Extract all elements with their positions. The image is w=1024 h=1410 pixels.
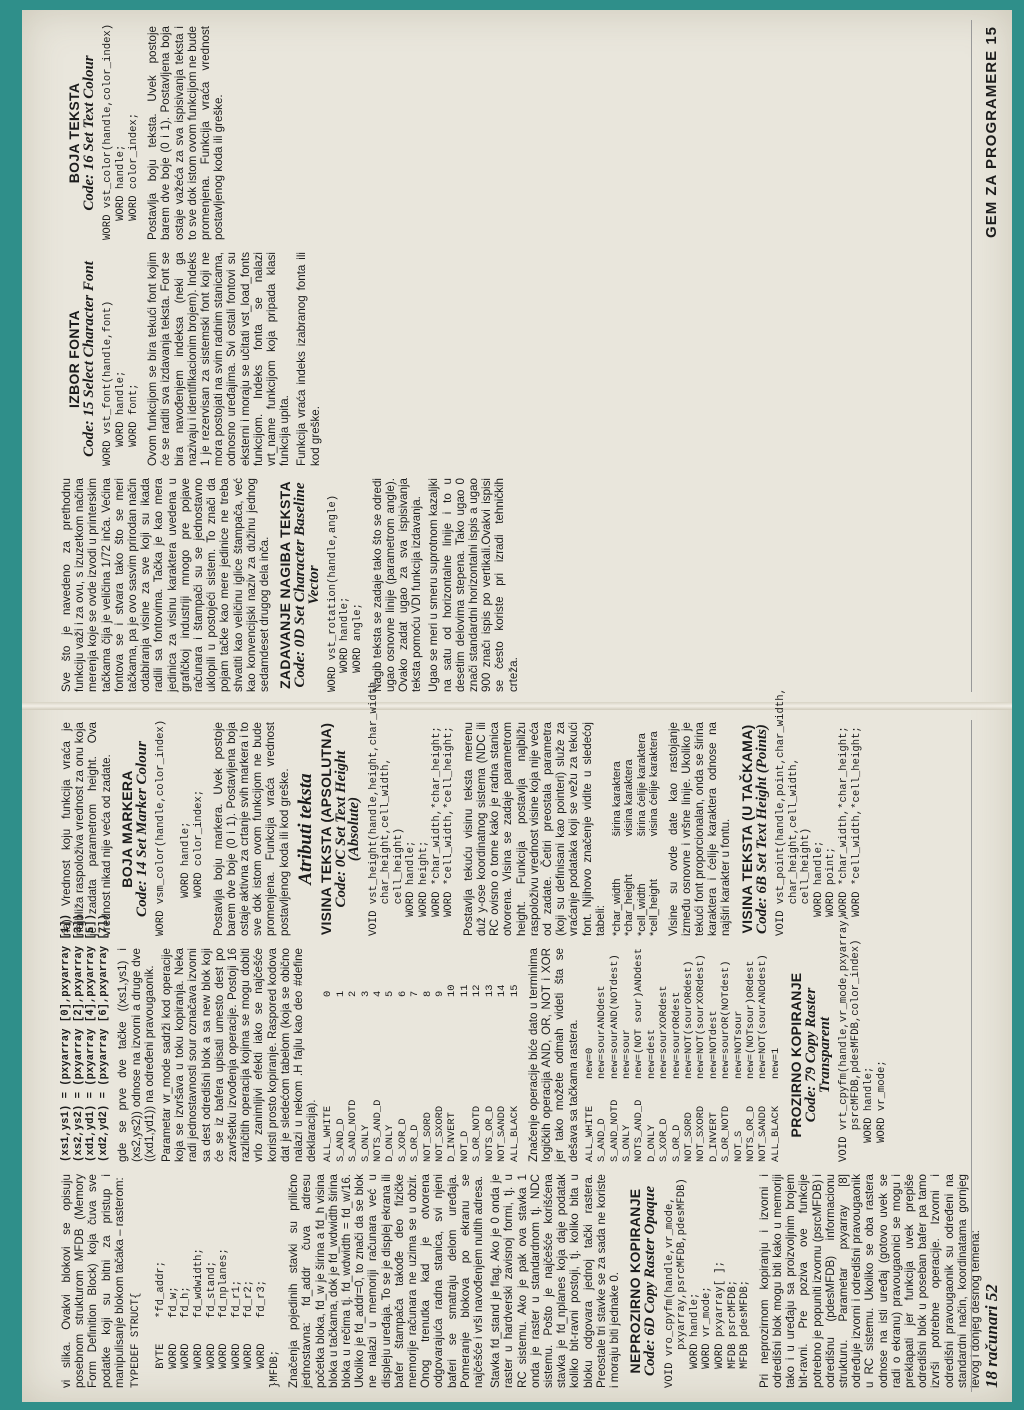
op-cell: S_AND_NOTD — [608, 1099, 621, 1162]
op-cell: NOT_SANDD — [757, 1105, 770, 1162]
op-cell: new=NOT(sourORdest) — [682, 960, 695, 1079]
op-cell: S_OR_NOTD — [720, 1105, 733, 1162]
section-heading: IZBOR FONTA — [66, 310, 82, 408]
char-cell: visina karaktera — [623, 759, 636, 837]
left-page — [22, 675, 1012, 1402]
paragraph: Postavlja boju markera. Uvek postoje barem dve boje (0 i 1). Postavljena boja ostaje aktivna za crtanje svih markera i to sve dok istom ovom funkcijom ne bude promenjena. Funkcija vraća vrednost postavljenog koda ili kod greške. — [211, 722, 291, 936]
op-cell: NOT_SORD — [682, 1112, 695, 1162]
mode-cell: ALL_WHITE — [322, 1105, 335, 1162]
char-cell: *cell_height — [648, 879, 661, 936]
code-block: WORD vst_color(handle,color_index) WORD handle; WORD color_index; — [102, 23, 140, 240]
mode-cell: 0 — [322, 990, 335, 997]
mode-code-table — [322, 948, 521, 1162]
mode-cell: NOTS_OR_D — [483, 1105, 496, 1162]
op-cell: new=1 — [769, 1047, 782, 1079]
mode-cell: S_XOR_D — [396, 1118, 409, 1162]
section-code: Code: 15 Select Character Font — [81, 261, 98, 457]
page-footer-right: GEM ZA PROGRAMERE 15 — [982, 26, 1000, 238]
section-code: Code: 0C Set Text Height (Absolute) — [333, 750, 363, 908]
right-col-2 — [60, 252, 956, 466]
code-block: VOID vrt_cpyfm(handle,vr_mode,pxyarray, psrcMFDB,pdesMFDB,color_index) WORD handle; WORD vr_mode; — [837, 914, 888, 1162]
mode-cell: D_INVERT — [446, 1112, 459, 1162]
code-block: WORD vsm_color(handle,color_index) WORD handle; WORD color_index; — [155, 719, 205, 936]
page-footer-left: 18 računari 52 — [981, 1284, 1001, 1388]
paragraph: Značenja pojedinih stavki su prilično jednostavna: fd_addr čuva adresu početka bloka, fd_w je širina a fd_h visina bloka u tačkama, dok je fd_wdwidth širina bloka u rečima tj. fd_wdwidth = fd_w/16. Ukoliko je fd_addr=0, to znači da se blok ne nalazi u memoriji računara već u displeju uređaja. To se je displej ekrana ili bafer štampača takođe deo fizičke memorije računara ne uzima se u obzir. Onog trenutka kad je otvorena odgovarajuća radna stanica, svi njeni baferi se smatraju delom uređaja. Pomeranje blokova po ekranu se najčešće i vrši navođenjem nultih adresa. — [287, 1174, 485, 1388]
op-cell: ALL_WHITE — [583, 1105, 596, 1162]
op-cell: D_ONLY — [645, 1124, 658, 1162]
op-cell: new=(NOTsour)ORdest — [745, 960, 758, 1079]
mode-cell: 4 — [372, 990, 385, 997]
mode-cell: 8 — [421, 990, 434, 997]
right-col-1 — [60, 478, 956, 692]
op-cell: D_INVERT — [707, 1112, 720, 1162]
op-cell: S_XOR_D — [658, 1118, 671, 1162]
mode-cell: S_AND_NOTD — [347, 1099, 360, 1162]
paragraph: Sve što je navedeno za prethodnu funkciju važi i za ovu, s izuzetkom načina merenja koje se ovde izvodi u printerskim tačkama čija je veličina 1/72 inča. Većina fontova se i stvara tako što se meri tačkama, pa je ovo sasvim prirodan način odabiranja visine za sve koji su ikada radili sa fontovima. Tačka je kao mera jedinica za visinu karaktera uvedena u grafičkoj industriji mnogo pre pojave računara i štampači su se jednostavno uklopili u postojeći sistem. To znači da pojam tačke kao mere jedinice ne treba shvatiti kao veličinu iglice štampača, već kao konvencijski naziv za dužinu jednog sedamdeset drugog dela inča. — [60, 478, 272, 692]
op-cell: new=NOT(sourXORdest) — [695, 954, 708, 1079]
op-cell: ALL_BLACK — [769, 1105, 782, 1162]
section-code: Code: 16 Set Text Colour — [81, 55, 98, 211]
footer-rule — [971, 20, 972, 692]
mode-cell: S_ONLY — [359, 1124, 372, 1162]
op-cell: new=(NOT sour)ANDdest — [633, 948, 646, 1079]
mode-cell: 1 — [334, 990, 347, 997]
mode-cell: 14 — [496, 984, 509, 997]
op-cell: new=NOT(sourANDdest) — [757, 954, 770, 1079]
op-cell: new=sourAND(NOTdest) — [608, 954, 621, 1079]
mode-cell: 3 — [359, 990, 372, 997]
paragraph: Ugao se meri u smeru suprotnom kazaljki na satu od horizontalne linije i to u desetim delovima stepena. Tako ugao 0 znači standardni horizontalni ispis a ugao 900 značı ispis po vertikali.Ovakvi ispisi se često koriste pri izradi tehničkih crteža. — [427, 478, 520, 692]
paragraph: Nagib teksta se zadaje tako što se odredi ugao osnovne linije (parametrom angle). Ovako zadat ugao za sva ispisivanja teksta pomoću VDI funkcija izdavanja. — [370, 478, 424, 692]
coords-block: (xs1,ys1) = (pxyarray [0],pxyarray [1]) (xs2,ys2) = (pxyarray [2],pxyarray [3]) (xd1,yd1) = (pxyarray [4],pxyarray [5]) (xd2,yd2) = (pxyarray [6],pxyarray [7]) — [60, 914, 110, 1162]
code-block: VOID vro_cpyfm(handle,vr_mode, pxyarray,psrcMFDB,pdesMFDB) WORD handle; WORD vr_mode; WORD pxyarray[ ]; MFDB psrcMFDB; MFDB pdesMFDB; — [663, 1178, 752, 1388]
op-cell: S_OR_D — [670, 1124, 683, 1162]
left-col-2 — [60, 914, 956, 1162]
rotated-spread — [22, 10, 1012, 1402]
paragraph: Stavka fd_stand je flag. Ako je 0 onda je raster u hardverski zavisnoj formi, tj. u RC sistemu. Ako je pak ova stavka 1 onda je raster u standardnom tj. NDC sistemu. Pošto je najčešće korišćena stavka je fd_nplanes koja daje podatak koliko bit-ravni postoji, tj. koliko bita u bloku odgovara jednoj tački rastera. Preostale tri stavke se za sada ne koriste i moraju biti jednake 0. — [489, 1174, 622, 1388]
code-block: WORD vst_rotation(handle,angle) WORD handle; WORD angle; — [326, 494, 365, 692]
paragraph: Pri neprozirnom kopiranju i izvorni i odredišni blok mogu biti kako u memoriji tako i u uređaju sa proizvoljnim brojem bit-ravni. Pre poziva ove funkcije potrebno je popuniti izvornu (psrcMFDB) i odredišnu (pdesMFDB) informacionu strukturu. Parametar pxyarray [8] određuje izvorni i odredišni pravougaonik u RC sistemu. Ukoliko se oba rastera odnose na isti uređaj (gotovo uvek se radi o ekranu) pravougaonici se mogu i preklapati jer funkcija uvek prepiše odredišni blok u poseban bafer pa tamo izvrši potrebne operacije. Izvorni i odredišni pravougaonik su određeni na standardni način, koordinatama gornjeg levog i donjeg desnog temena: — [757, 1174, 983, 1388]
code-block: TYPEDEF STRUCT{ BYTE *fd_addr; WORD fd_w; WORD fd_h; WORD fd_wdwidth; WORD fd_stand; WORD fd_nplanes; WORD fd_r1; WORD fd_r2; WORD fd_r3; }MFDB; — [130, 1248, 281, 1388]
section-heading: PROZIRNO KOPIRANJE — [788, 972, 805, 1138]
mode-cell: ALL_BLACK — [508, 1105, 521, 1162]
paragraph: Visine su ovde date kao rastojanje između osnovne i vršne linije. Ukoliko je tekući font proporcionalan, onda se širina karaktera i ćelije karaktera odnose na najširi karakter u fontu. — [666, 722, 733, 936]
op-cell: new=sourORdest — [670, 991, 683, 1079]
mode-cell: 2 — [347, 990, 360, 997]
section-code: Code: 79 Copy Raster Transparent — [803, 987, 833, 1123]
paragraph: Postavlja boju teksta. Uvek postoje barem dve boje (0 i 1). Postavljena boja ostaje važeća za sva ispisivanja teksta i to sve dok istom ovom funkcijom ne bude promenjena. Funkcija vraća vrednost postavljenog koda ili greške. — [146, 26, 226, 240]
mode-cell: 5 — [384, 990, 397, 997]
section-heading: VISINA TEKSTA (U TAČKAMA) — [738, 724, 755, 934]
right-page — [22, 10, 1012, 702]
op-cell: new=NOTsour — [732, 1010, 745, 1079]
section-code: Code: 0D Set Character Baseline Vector — [292, 482, 322, 688]
section-heading: BOJA TEKSTA — [66, 82, 82, 184]
mode-cell: 9 — [434, 990, 447, 997]
mode-cell: 10 — [446, 984, 459, 997]
paragraph: vi slika. Ovakvi blokovi se opisuju posebnom strukturom MFDB (Memory Form Definition Block) koja čuva sve podatke koji su bitni za pristup i manipulisanje blokom tačaka – rasterom: — [60, 1174, 126, 1388]
op-cell: new=sourANDdest — [596, 985, 609, 1079]
mode-cell: 13 — [483, 984, 496, 997]
char-cell: visina ćelije karaktera — [648, 731, 661, 837]
mode-cell: 7 — [409, 990, 422, 997]
mode-cell: 15 — [508, 984, 521, 997]
section-code: Code: 6D Copy Raster Opaque — [642, 1186, 659, 1376]
char-cell: širina karaktera — [611, 761, 624, 837]
left-col-3 — [60, 675, 956, 936]
op-cell: NOT_S — [732, 1130, 745, 1162]
paragraph: gde se prve dve tačke ((xs1,ys1) i (xs2,ys2)) odnose na izvorni a druge dve ((xd1,yd1)) na određeni pravougaonik. — [116, 948, 156, 1162]
section-heading: VISINA TEKSTA (APSOLUTNA) — [318, 722, 335, 936]
op-cell: new=sour — [620, 1029, 633, 1079]
mode-cell: S_AND_D — [334, 1118, 347, 1162]
op-cell: NOTS_AND_D — [633, 1099, 646, 1162]
right-col-3 — [60, 23, 956, 240]
op-cell: NOT_SXORD — [695, 1105, 708, 1162]
mode-cell: NOT_SORD — [421, 1112, 434, 1162]
op-cell: S_ONLY — [620, 1124, 633, 1162]
section-heading: ZADAVANJE NAGIBA TEKSTA — [277, 481, 294, 689]
paragraph: Značenje operacije biće dato u terminima logičkih operacija AND, OR, NOT i XOR jer tako možete odmah videti šta se dešava sa tačkama rastera. — [526, 948, 580, 1162]
mode-cell: NOTS_AND_D — [372, 1099, 385, 1162]
mode-cell: NOT_D — [458, 1130, 471, 1162]
chapter-heading: Atributi teksta — [294, 773, 316, 885]
op-cell: new=dest — [645, 1029, 658, 1079]
code-block: VOID vst_height(handle,height,char_width, char_height,cell_width, cell_height) WORD handle; WORD height; WORD *char_width,*char_height; WORD *cell_width,*cell_height; — [367, 675, 456, 936]
mode-cell: S_OR_D — [409, 1124, 422, 1162]
char-metrics-table — [611, 722, 661, 936]
code-block: VOID vst_point(handle,point,char_width, char_height,cell_width, cell_height) WORD handle; WORD point; WORD *char_width,*char_height; WORD *cell_width,*cell_height; — [775, 688, 863, 936]
section-heading: NEPROZIRNO KOPIRANJE — [627, 1188, 644, 1374]
mode-cell: 12 — [471, 984, 484, 997]
mode-cell: 6 — [396, 990, 409, 997]
char-cell: širina ćelije karaktera — [635, 733, 648, 837]
mode-cell: NOT_SANDD — [496, 1105, 509, 1162]
mode-cell: D_ONLY — [384, 1124, 397, 1162]
paragraph: Parametar vr_mode sadrži kod operacije koja se izvršava u toku kopiranja. Neka radi jednostavnosti sour označava izvorni sa dest odredišni blok a sa new blok koji će se iz bafera upisati umesto dest po završetku izvođenja operacije. Postoji 16 različitih operacija kojima se mogu dobiti vrlo zanimljivi efekti iako se najčešće koristi prosto kopiranje. Raspored kodova dat je sledećom tabelom (koja se obično nalazi u nekom .H fajlu kao deo #define deklaracija). — [159, 948, 319, 1162]
section-code: Code: 14 Set Marker Colour — [134, 741, 151, 917]
mode-cell: S_OR_NOTD — [471, 1105, 484, 1162]
magazine-spread — [22, 10, 1012, 1402]
section-code: Code: 6B Set Text Height (Points) — [753, 724, 770, 934]
left-col-1 — [60, 1174, 983, 1388]
paragraph: Ovom funkcijom se bira tekući font kojim će se raditi sva izdavanja teksta. Font se bira navođenjem indeksa (neki ga nazivaju i identifikacionim brojem). Indeks 1 je rezervisan za sistemski font koji ne mora postojati na svim radnim stanicama, odnosno uređajima. Svi ostali fontovi su eksterni i moraju se učitati vst_load_fonts funkcijom. Indeks fonta se nalazi vrt_name funkcijom koja pripada klasi funkcija upita. — [146, 252, 292, 466]
op-cell: new=0 — [583, 1047, 596, 1079]
op-cell: new=NOTdest — [707, 1010, 720, 1079]
code-block: WORD vst_font(handle,font) WORD handle; WORD font; — [102, 300, 140, 466]
char-cell: *char_height — [623, 874, 636, 936]
mode-cell: 11 — [458, 984, 471, 997]
operation-table — [584, 948, 783, 1162]
paragraph: Postavlja tekuću visinu teksta merenu duž y-ose koordinatnog sistema (NDC ili RC ovisno o tome kako je radna stanica otvorena. Visina se zadaje parametrom height. Funkcija postavlja najbližu raspoloživu vrednost visine koja nije veća od zadate. Četiri preostala parametra (koji su definisani kao pointeri) služe za vraćanje podataka koji se vežu za tekući font. Njihovo značenje vidite u sledećoj tabeli: — [461, 722, 607, 936]
section-heading: BOJA MARKERA — [118, 770, 135, 888]
char-cell: *cell_width — [635, 883, 648, 936]
mode-cell: NOT_SXORD — [434, 1105, 447, 1162]
footer-rule — [971, 720, 972, 1392]
op-cell: NOTS_OR_D — [745, 1105, 758, 1162]
op-cell: new=sourXORdest — [658, 985, 671, 1079]
op-cell: S_AND_D — [596, 1118, 609, 1162]
paragraph: Funkcija vraća indeks izabranog fonta ili kod greške. — [295, 252, 322, 466]
char-cell: *char_width — [611, 878, 624, 936]
op-cell: new=sourOR(NOTdest) — [720, 960, 733, 1079]
paragraph: na). Vrednost koju funkcija vraća je najbliža raspoloživa vrednost za onu koja je zadata parametrom height. Ova vrednost nikad nije veća od zadate. — [60, 722, 113, 936]
